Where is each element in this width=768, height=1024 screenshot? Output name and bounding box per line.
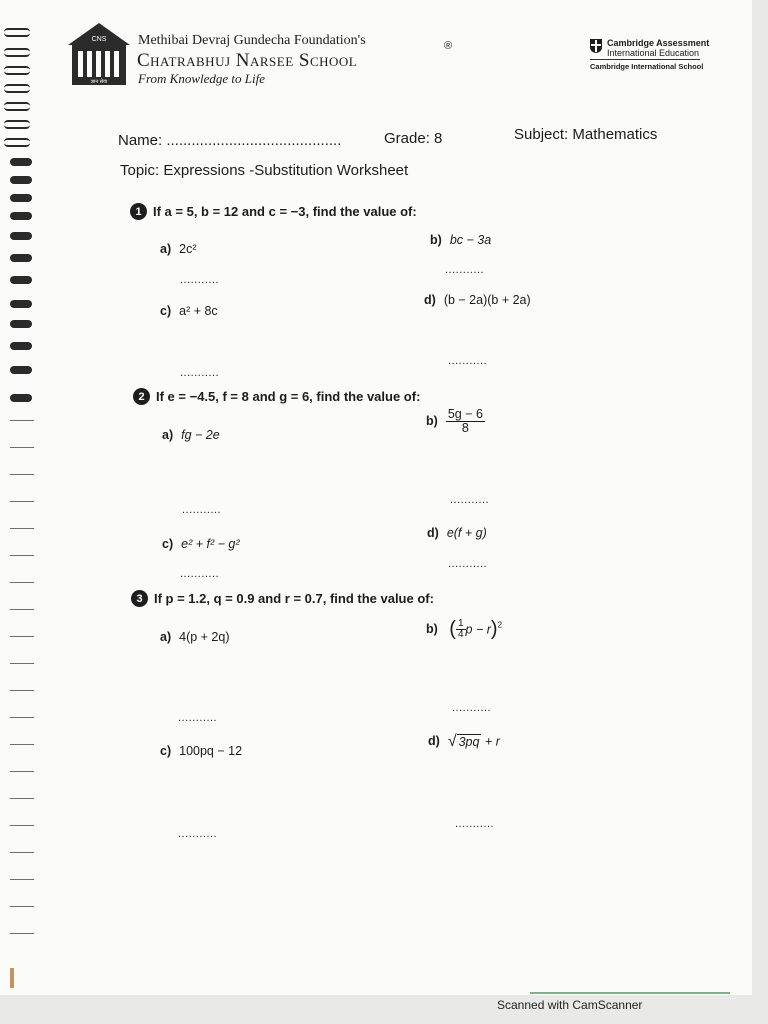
question-1d: d) (b − 2a)(b + 2a) xyxy=(424,293,531,307)
question-3d: d) √ 3pq + r xyxy=(428,733,500,750)
scanner-watermark: Scanned with CamScanner xyxy=(497,998,643,1012)
subject-label: Subject: Mathematics xyxy=(514,126,658,143)
cambridge-shield-icon xyxy=(589,38,603,54)
cambridge-subtitle: International Education xyxy=(607,48,700,58)
answer-blank-3c: ........... xyxy=(178,828,218,840)
answer-blank-1b: ........... xyxy=(445,264,485,276)
cambridge-title: Cambridge Assessment xyxy=(607,38,710,48)
registered-mark: ® xyxy=(444,40,453,52)
page-bottom-edge xyxy=(530,992,730,994)
question-number: 3 xyxy=(131,590,148,607)
question-1c: c) a² + 8c xyxy=(160,304,218,318)
logo-text-top: CNS xyxy=(91,36,107,43)
school-name: Chatrabhuj Narsee School xyxy=(137,50,358,71)
logo-text-bottom: ज्ञान सेवा xyxy=(90,79,108,85)
fraction: $\frac{1}{4}$ xyxy=(457,617,464,640)
notebook-spiral-binding xyxy=(0,0,42,995)
question-1b: b) bc − 3a xyxy=(430,233,492,247)
answer-blank-3b: ........... xyxy=(452,702,492,714)
answer-blank-2d: ........... xyxy=(448,558,488,570)
school-logo-icon xyxy=(66,21,132,91)
cambridge-school-label: Cambridge International School xyxy=(590,62,704,71)
question-text: If e = −4.5, f = 8 and g = 6, find the value of: xyxy=(156,389,421,404)
question-2c: c) e² + f² − g² xyxy=(162,537,240,551)
question-text: If p = 1.2, q = 0.9 and r = 0.7, find the value of: xyxy=(154,591,434,606)
page-edge-mark xyxy=(10,968,14,988)
question-3c: c) 100pq − 12 xyxy=(160,744,243,758)
square-root: √ 3pq xyxy=(447,733,480,750)
fraction: $\frac{5g - 6}{8}$ xyxy=(447,407,483,436)
question-3a: a) 4(p + 2q) xyxy=(160,630,230,644)
answer-blank-2b: ........... xyxy=(450,494,490,506)
topic-label: Topic: Expressions -Substitution Worksheet xyxy=(120,162,409,179)
answer-blank-1c: ........... xyxy=(180,367,220,379)
question-1a: a) 2c² xyxy=(160,242,197,256)
question-1-prompt xyxy=(130,203,417,220)
foundation-name: Methibai Devraj Gundecha Foundation's xyxy=(138,33,366,48)
name-field: Name: .......................................... xyxy=(118,132,342,149)
question-2a: a) fg − 2e xyxy=(162,428,220,442)
question-text: If a = 5, b = 12 and c = −3, find the value of: xyxy=(153,204,417,219)
question-number: 1 xyxy=(130,203,147,220)
answer-blank-2c: ........... xyxy=(180,568,220,580)
question-3b: b) ( $\frac{1}{4}$ p − r)$^2$ xyxy=(426,617,503,640)
question-2b: b) $\frac{5g - 6}{8}$ xyxy=(426,407,483,436)
school-motto: From Knowledge to Life xyxy=(138,71,265,86)
answer-blank-2a: ........... xyxy=(182,504,222,516)
question-2d: d) e(f + g) xyxy=(427,526,487,540)
grade-label: Grade: 8 xyxy=(384,130,443,147)
question-number: 2 xyxy=(133,388,150,405)
question-3-prompt xyxy=(131,590,434,607)
answer-blank-3a: ........... xyxy=(178,712,218,724)
answer-blank-3d: ........... xyxy=(455,818,495,830)
answer-blank-1a: ........... xyxy=(180,274,220,286)
question-2-prompt xyxy=(133,388,420,405)
cambridge-divider xyxy=(590,59,700,60)
answer-blank-1d: ........... xyxy=(448,355,488,367)
